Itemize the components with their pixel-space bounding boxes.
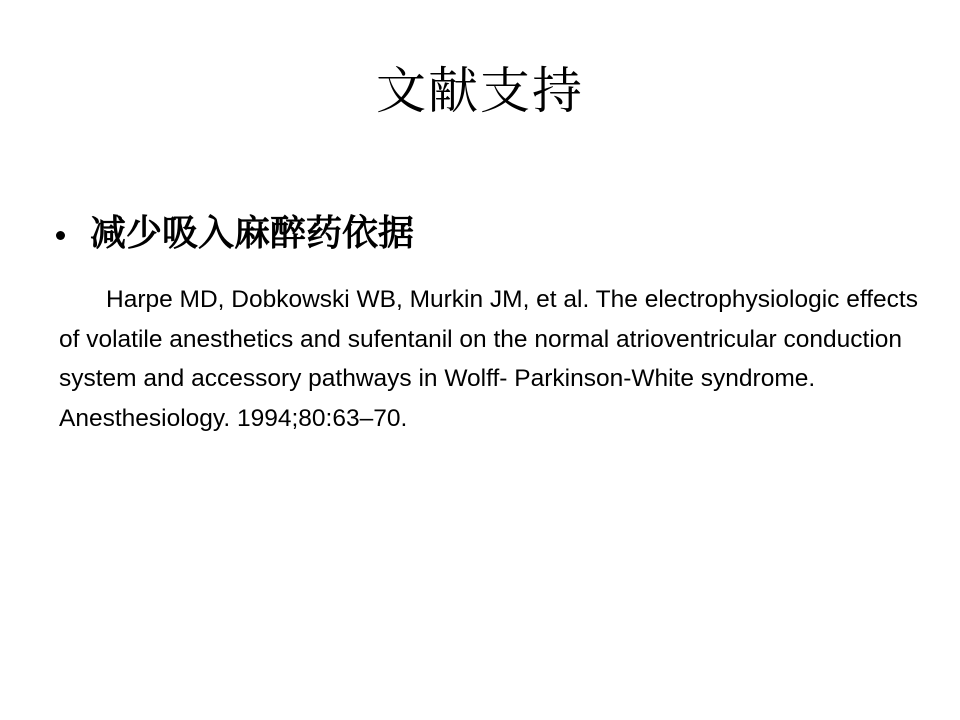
bullet-heading: 减少吸入麻醉药依据 [90,213,415,254]
bullet-item [56,206,414,262]
reference-citation: Harpe MD, Dobkowski WB, Murkin JM, et al. The electrophysiologic effects of volatile anesthetics and sufentanil on the normal atrioventricular conduction system and accessory pathways in Wolff- Parkinson-White syndrome. Anesthesiology. 1994;80:63–70. [59,286,918,432]
bullet-dot-icon [56,231,65,240]
slide-title: 文献支持 [376,62,584,120]
